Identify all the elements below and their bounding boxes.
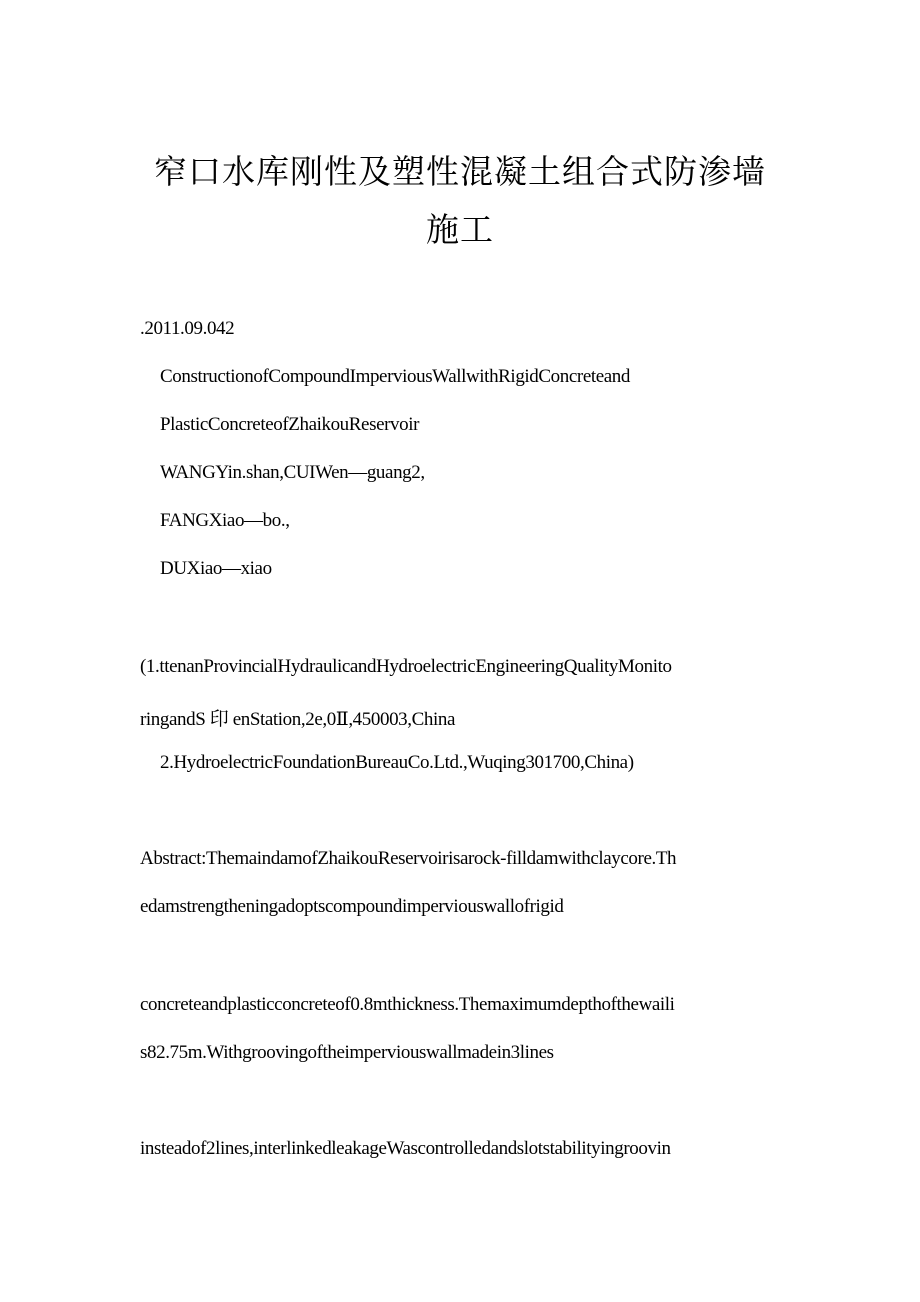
english-title-line-2: PlasticConcreteofZhaikouReservoir	[160, 414, 420, 435]
abstract-line-1: Abstract:ThemaindamofZhaikouReservoirisarock-filldamwithclaycore.Th	[140, 848, 677, 869]
affiliation-2: 2.HydroelectricFoundationBureauCo.Ltd.,Wuqing301700,China)	[160, 752, 634, 773]
abstract-line-5: insteadof2lines,interlinkedleakageWascontrolledandslotstabilityingroovin	[140, 1138, 671, 1159]
english-title-line-1: ConstructionofCompoundImperviousWallwithRigidConcreteand	[160, 366, 631, 387]
document-number: .2011.09.042	[140, 318, 235, 339]
abstract-line-2: edamstrengtheningadoptscompoundimperviouswallofrigid	[140, 896, 564, 917]
author-line-2: FANGXiao—bo.,	[160, 510, 290, 531]
affiliation-1-line-2: ringandS 印 enStation,2e,0Ⅱ,450003,China	[140, 709, 456, 730]
affiliation-1-line-1: (1.ttenanProvincialHydraulicandHydroelectricEngineeringQualityMonito	[140, 656, 672, 677]
document-title-line-2: 施工	[426, 210, 494, 249]
abstract-line-3: concreteandplasticconcreteof0.8mthickness.Themaximumdepthofthewaili	[140, 994, 675, 1015]
author-line-3: DUXiao—xiao	[160, 558, 272, 579]
abstract-line-4: s82.75m.Withgroovingoftheimperviouswallmadein3lines	[140, 1042, 554, 1063]
document-title-line-1: 窄口水库刚性及塑性混凝土组合式防渗墙	[154, 152, 766, 191]
author-line-1: WANGYin.shan,CUIWen—guang2,	[160, 462, 425, 483]
